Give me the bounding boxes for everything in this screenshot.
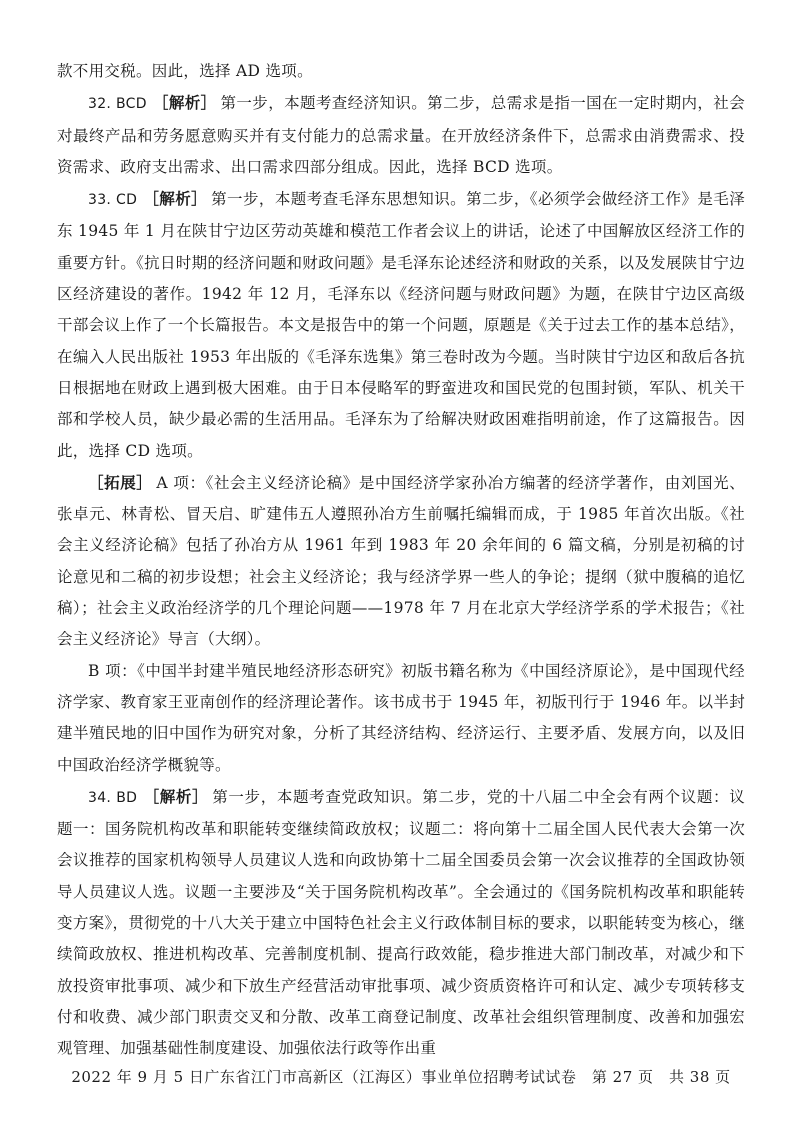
answer-text: 第一步，本题考查经济知识。第二步，总需求是指一国在一定时期内，社会对最终产品和劳务愿意购买并有支付能力的总需求量。在开放经济条件下，总需求由消费需求、投资需求、政府支出需求、出口需求四部分组成。因此，选择 BCD 选项。 — [57, 94, 745, 176]
analysis-tag: ［解析］ — [152, 93, 217, 113]
analysis-tag: ［解析］ — [143, 189, 208, 209]
paragraph-continuation — [57, 56, 745, 87]
answer-text: 第一步，本题考查党政知识。第二步，党的十八届二中全会有两个议题：议题一：国务院机构改革和职能转变继续简政放权；议题二：将向第十二届全国人民代表大会第一次会议推荐的国家机构领导人员建议人选和向政协第十二届全国委员会第一次会议推荐的全国政协领导人员建议人选。议题一主要涉及“关于国务院机构改革”。全会通过的《国务院机构改革和职能转变方案》，贯彻党的十八大关于建立中国特色社会主义行政体制目标的要求，以职能转变为核心，继续简政放权、推进机构改革、完善制度机制、提高行政效能，稳步推进大部门制改革，对减少和下放投资审批事项、减少和下放生产经营活动审批事项、减少资质资格许可和认定、减少专项转移支付和收费、减少部门职责交叉和分散、改革工商登记制度、改革社会组织管理制度、改善和加强宏观管理、加强基础性制度建设、加强依法行政等作出重 — [57, 787, 746, 1058]
answer-text: 第一步，本题考查毛泽东思想知识。第二步，《必须学会做经济工作》是毛泽东 1945 年 1 月在陕甘宁边区劳动英雄和模范工作者会议上的讲话，论述了中国解放区经济工作的重要方针。《抗日时期的经济问题和财政问题》是毛泽东论述经济和财政的关系，以及发展陕甘宁边区经济建设的著作。1942 年 12 月，毛泽东以《经济问题与财政问题》为题，在陕甘宁边区高级干部会议上作了一个长篇报告。本文是报告中的第一个问题，原题是《关于过去工作的基本总结》，在编入人民出版社 1953 年出版的《毛泽东选集》第三卷时改为今题。当时陕甘宁边区和敌后各抗日根据地在财政上遇到极大困难。由于日本侵略军的野蛮进攻和国民党的包围封锁，军队、机关干部和学校人员，缺少最必需的生活用品。毛泽东为了给解决财政困难指明前途，作了这篇报告。因此，选择 CD 选项。 — [57, 190, 746, 460]
question-number: 33. CD — [88, 192, 138, 209]
extension-tag: ［拓展］ — [88, 472, 153, 492]
extension-text: B 项：《中国半封建半殖民地经济形态研究》初版书籍名称为《中国经济原论》，是中国现代经济学家、教育家王亚南创作的经济理论著作。该书成书于 1945 年，初版刊行于 1946 年。以半封建半殖民地的旧中国作为研究对象，分析了其经济结构、经济运行、主要矛盾、发展方向，以及旧中国政治经济学概貌等。 — [57, 661, 745, 774]
page-footer: 2022 年 9 月 5 日广东省江门市高新区（江海区）事业单位招聘考试试卷 第 27 页 共 38 页 — [71, 1068, 731, 1086]
answer-34 — [57, 781, 745, 1065]
question-number: 32. BCD — [88, 96, 147, 113]
answer-32 — [57, 87, 745, 183]
extension-text: A 项：《社会主义经济论稿》是中国经济学家孙冶方编著的经济学著作，由刘国光、张卓元、林青松、冒天启、旷建伟五人遵照孙冶方生前嘱托编辑而成，于 1985 年首次出版。《社会主义经济论稿》包括了孙冶方从 1961 年到 1983 年 20 余年间的 6 篇文稿，分别是初稿的讨论意见和二稿的初步设想；社会主义经济论；我与经济学界一些人的争论；提纲（狱中腹稿的追忆稿）；社会主义政治经济学的几个理论问题——1978 年 7 月在北京大学经济学系的学术报告；《社会主义经济论》导言（大纲）。 — [57, 473, 745, 649]
extension-b — [57, 656, 745, 781]
answer-33 — [57, 183, 745, 467]
question-number: 34. BD — [88, 789, 138, 806]
paragraph-text: 款不用交税。因此，选择 AD 选项。 — [57, 62, 313, 80]
analysis-tag: ［解析］ — [143, 786, 209, 806]
extension-a — [57, 467, 745, 656]
page-body — [57, 56, 745, 1065]
